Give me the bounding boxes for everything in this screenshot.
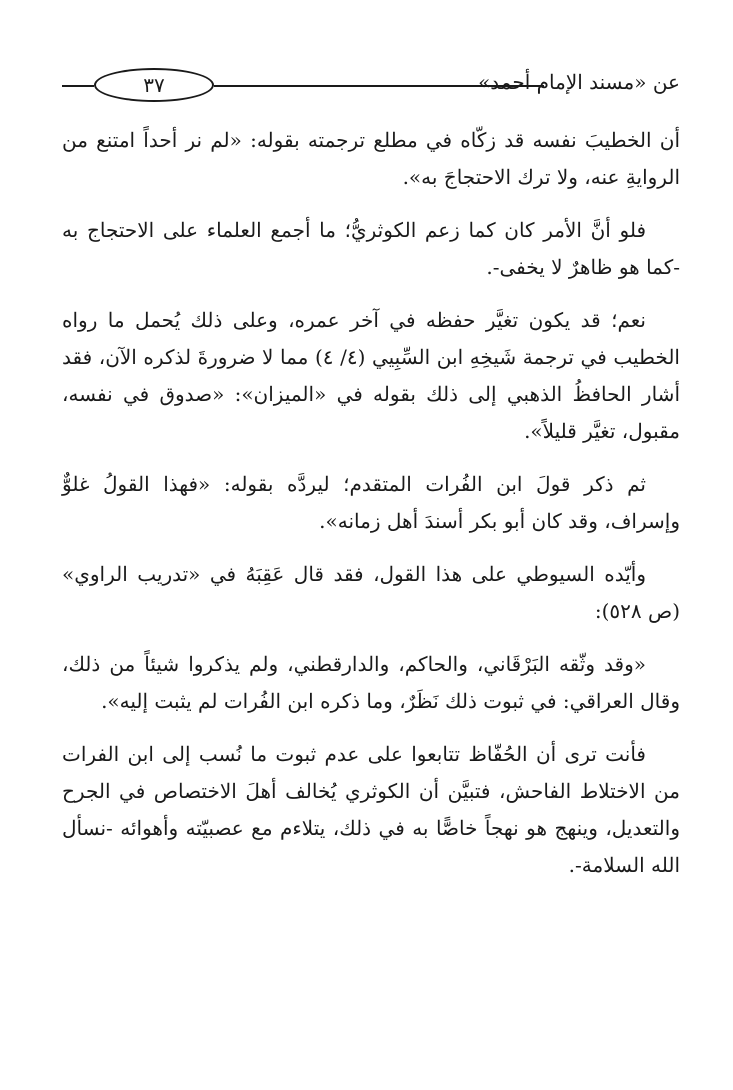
paragraph-2: فلو أنَّ الأمر كان كما زعم الكوثريُّ؛ ما أجمع العلماء على الاحتجاج به -كما هو ظاهرٌ لا يخفى-.	[62, 218, 680, 279]
page-number: ٣٧	[143, 73, 165, 97]
paragraph-5: وأيّده السيوطي على هذا القول، فقد قال عَقِبَهُ في «تدريب الراوي» (ص ٥٢٨):	[62, 562, 680, 623]
page-number-oval	[94, 68, 214, 102]
page-header	[62, 66, 680, 106]
paragraph-3: نعم؛ قد يكون تغيَّر حفظه في آخر عمره، وعلى ذلك يُحمل ما رواه الخطيب في ترجمة شَيخِهِ ابن السِّبِيي (٤/ ٤) مما لا ضرورةَ لذكره الآن، فقد أشار الحافظُ الذهبي إلى ذلك بقوله في «الميزان»: «صدوق في نفسه، مقبول، تغيَّر قليلاً».	[62, 308, 680, 443]
paragraph-1: أن الخطيبَ نفسه قد زكّاه في مطلع ترجمته بقوله: «لم نر أحداً امتنع من الروايةِ عنه، ولا ترك الاحتجاجَ به».	[62, 128, 680, 189]
header-rule-left	[62, 85, 94, 87]
running-title: عن «مسند الإمام أحمد»	[478, 70, 680, 94]
paragraph-4: ثم ذكر قولَ ابن الفُرات المتقدم؛ ليردَّه بقوله: «فهذا القولُ غلوٌّ وإسراف، وقد كان أبو بكر أسندَ أهل زمانه».	[62, 472, 680, 533]
paragraph-7: فأنت ترى أن الحُفّاظ تتابعوا على عدم ثبوت ما نُسب إلى ابن الفرات من الاختلاط الفاحش، فتبيَّن أن الكوثري يُخالف أهلَ الاختصاص في الجرح والتعديل، وينهج هو نهجاً خاصًّا به في ذلك، يتلاءم مع عصبيّته وأهوائه -نسأل الله السلامة-.	[62, 742, 680, 877]
quote-paragraph: «وقد وثّقه البَرْقَاني، والحاكم، والدارقطني، ولم يذكروا شيئاً من ذلك، وقال العراقي: في ثبوت ذلك نَظَرٌ، وما ذكره ابن الفُرات لم يثبت إليه».	[62, 652, 680, 713]
page-body	[62, 122, 680, 900]
